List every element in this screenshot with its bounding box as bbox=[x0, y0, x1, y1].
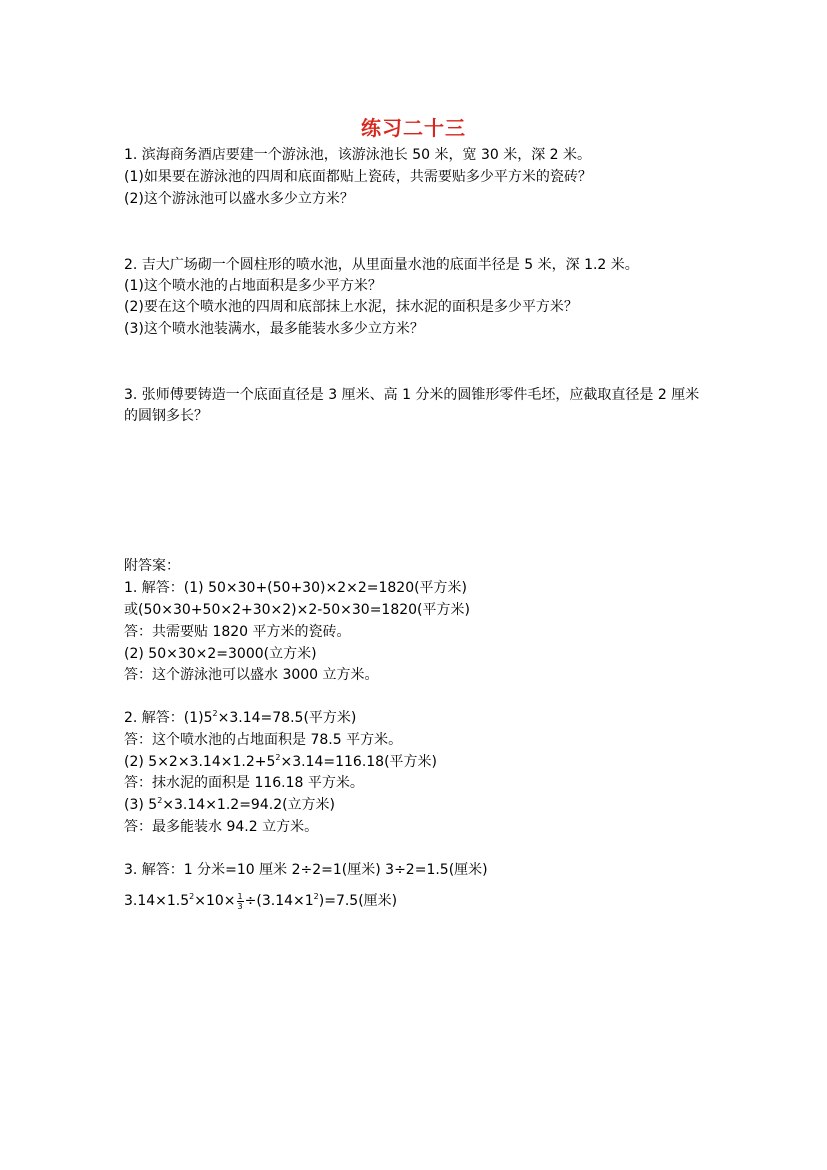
a2-line1-part-a: 2. 解答：(1)5 bbox=[124, 710, 213, 726]
a2-line3 bbox=[124, 752, 437, 772]
q2-stem: 2. 吉大广场砌一个圆柱形的喷水池，从里面量水池的底面半径是 5 米，深 1.2 米。 bbox=[124, 257, 639, 273]
a1-line3: 答：共需要贴 1820 平方米的瓷砖。 bbox=[124, 624, 351, 640]
a2-line5-exponent: 2 bbox=[157, 796, 163, 805]
q1-sub1: (1)如果要在游泳池的四周和底面都贴上瓷砖，共需要贴多少平方米的瓷砖？ bbox=[124, 169, 592, 185]
a1-line4: (2) 50×30×2=3000(立方米) bbox=[124, 646, 317, 662]
a1-line2: 或(50×30+50×2+30×2)×2-50×30=1820(平方米) bbox=[124, 602, 470, 618]
a3-line2-part-d: )=7.5(厘米) bbox=[318, 893, 398, 909]
a3-line2-part-a: 3.14×1.5 bbox=[124, 893, 190, 909]
a3-line1: 3. 解答：1 分米=10 厘米 2÷2=1(厘米) 3÷2=1.5(厘米) bbox=[124, 862, 488, 878]
a1-line5: 答：这个游泳池可以盛水 3000 立方米。 bbox=[124, 667, 379, 683]
q2-sub3: (3)这个喷水池装满水，最多能装水多少立方米？ bbox=[124, 321, 424, 337]
a2-line3-part-a: (2) 5×2×3.14×1.2+5 bbox=[124, 754, 276, 770]
a2-line3-part-b: ×3.14=116.18(平方米) bbox=[280, 754, 438, 770]
q2-sub2: (2)要在这个喷水池的四周和底部抹上水泥，抹水泥的面积是多少平方米？ bbox=[124, 299, 578, 315]
a2-line2: 答：这个喷水池的占地面积是 78.5 平方米。 bbox=[124, 732, 403, 748]
a2-line1-part-b: ×3.14=78.5(平方米) bbox=[217, 710, 357, 726]
a2-line4: 答：抹水泥的面积是 116.18 平方米。 bbox=[124, 775, 364, 791]
q2-sub1: (1)这个喷水池的占地面积是多少平方米？ bbox=[124, 278, 382, 294]
a2-line5-part-a: (3) 5 bbox=[124, 797, 158, 813]
a2-line6: 答：最多能装水 94.2 立方米。 bbox=[124, 819, 319, 835]
a3-line2-part-c: ÷(3.14×1 bbox=[244, 893, 314, 909]
a3-line2-exponent-1: 2 bbox=[189, 892, 195, 901]
a2-line1-exponent: 2 bbox=[212, 709, 218, 718]
answers-heading: 附答案： bbox=[124, 558, 180, 574]
a2-line3-exponent: 2 bbox=[275, 753, 281, 762]
q3-line1: 3. 张师傅要铸造一个底面直径是 3 厘米、高 1 分米的圆锥形零件毛坯，应截取直径是 2 厘米 bbox=[124, 387, 700, 403]
q3-line2: 的圆钢多长？ bbox=[124, 408, 208, 424]
a2-line5-part-b: ×3.14×1.2=94.2(立方米) bbox=[162, 797, 336, 813]
q1-stem: 1. 滨海商务酒店要建一个游泳池，该游泳池长 50 米，宽 30 米，深 2 米。 bbox=[124, 147, 592, 163]
a3-line2 bbox=[124, 891, 397, 911]
fraction-denominator: 3 bbox=[237, 901, 243, 911]
a3-line2-exponent-2: 2 bbox=[313, 892, 319, 901]
a2-line5 bbox=[124, 795, 335, 815]
page-title: 练习二十三 bbox=[361, 116, 466, 140]
fraction-numerator: 1 bbox=[237, 891, 243, 901]
a3-line2-part-b: ×10× bbox=[194, 893, 236, 909]
q1-sub2: (2)这个游泳池可以盛水多少立方米？ bbox=[124, 191, 354, 207]
a2-line1 bbox=[124, 708, 356, 728]
one-third-fraction bbox=[237, 892, 244, 911]
a1-line1: 1. 解答：(1) 50×30+(50+30)×2×2=1820(平方米) bbox=[124, 580, 468, 596]
